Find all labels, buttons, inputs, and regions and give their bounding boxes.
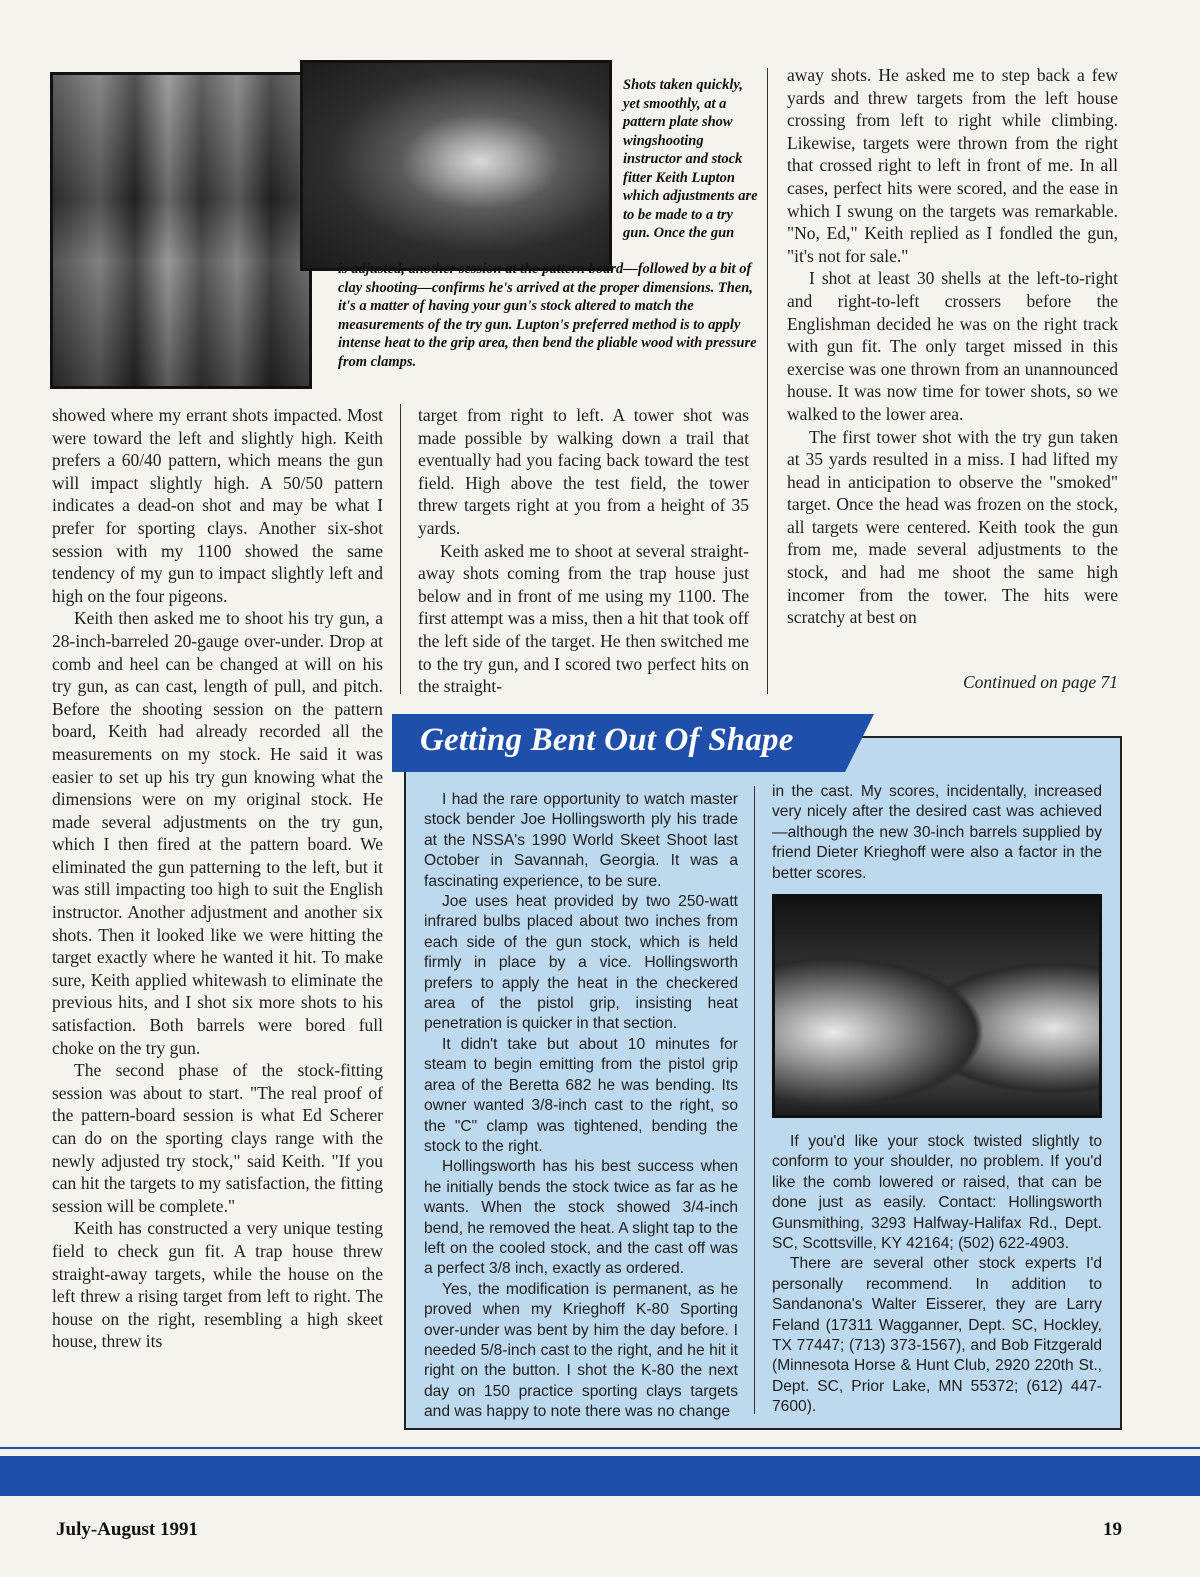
continued-line: Continued on page 71 [962, 672, 1118, 692]
sidebar-paragraph: Yes, the modification is permanent, as he proved when my Krieghoff K-80 Sporting over-under was bent by him the day before. I needed 5/8-inch cast to the right, and he hit it right on the button. I shot the K-80 the next day on 150 practice sporting clays targets and was happy to note there was no change [424, 1280, 738, 1421]
paragraph: The first tower shot with the try gun taken at 35 yards resulted in a miss. I had lifted my head in anticipation to observe the "smoked" target. Once the head was frozen on the stock, all targets were centered. Keith took the gun from me, made several adjustments to the stock, and had me shoot the same high incomer from the tower. The hits were scratchy at best on [787, 426, 1118, 628]
paragraph: showed where my errant shots impacted. Most were toward the left and slightly high. Keith prefers a 60/40 pattern, which means the gun will impact slightly high. A 50/50 pattern indicates a dead-on shot and may be what I prefer for sporting clays. Another six-shot session with my 1100 showed the same tendency of my gun to impact slightly left and high on the four pigeons. [52, 405, 383, 606]
sidebar-title: Getting Bent Out Of Shape [420, 722, 794, 758]
try-gun-photo [50, 72, 312, 389]
sidebar-paragraph: Joe uses heat provided by two 250-watt infrared bulbs placed about two inches from each side of the gun stock, which is held firmly in place by a vice. Hollingsworth prefers to apply the heat in the checkered area of the pistol grip, insisting heat penetration is quicker in that section. [424, 893, 738, 1033]
sidebar-column-2-top [772, 782, 1102, 884]
sidebar-column-divider [754, 786, 755, 1414]
paragraph: Keith asked me to shoot at several straight-away shots coming from the trap house just below and in front of me using my 1100. The first attempt was a miss, then a hit that took off the left side of the target. He then switched me to the try gun, and I scored two perfect hits on the straight- [418, 540, 749, 697]
column-divider [400, 404, 401, 694]
sidebar-column-1 [424, 790, 738, 1423]
article-column-1 [52, 404, 383, 1353]
paragraph: Keith has constructed a very unique testing field to check gun fit. A trap house threw straight-away targets, while the house on the left threw a rising target from left to right. The house on the right, resembling a high skeet house, threw its [52, 1218, 383, 1352]
column-divider [767, 68, 768, 694]
sidebar-paragraph: It didn't take but about 10 minutes for steam to begin emitting from the pistol grip area of the Beretta 682 he was bending. Its owner wanted 3/8-inch cast to the right, so the "C" clamp was tightened, bending the stock to the right. [424, 1035, 738, 1155]
sidebar-paragraph: There are several other stock experts I'd personally recommend. In addition to Sandanona's Walter Eisserer, they are Larry Feland (17311 Wagganner, Dept. SC, Hockley, TX 77447; (713) 373-1567), and Bob Fitzgerald (Minnesota Horse & Hunt Club, 2920 220th St., Dept. SC, Prior Lake, MN 55372; (612) 447-7600). [772, 1255, 1102, 1416]
paragraph: target from right to left. A tower shot was made possible by walking down a trail that eventually had you facing back toward the test field. High above the test field, the tower threw targets right at you from a height of 35 yards. [418, 405, 749, 538]
sidebar-paragraph: If you'd like your stock twisted slightly to conform to your shoulder, no problem. If you'd like the comb lowered or raised, that can be done just as easily. Contact: Hollingsworth Gunsmithing, 3293 Halfway-Halifax Rd., Dept. SC, Scottsville, KY 42164; (502) 622-4903. [772, 1133, 1102, 1253]
photo-caption-bottom: is adjusted, another session at the pattern board—followed by a bit of clay shooting—confirms he's arrived at the proper dimensions. Then, it's a matter of having your gun's stock altered to match the measurements of the try gun. Lupton's preferred method is to apply intense heat to the grip area, then bend the pliable wood with pressure from clamps. [338, 261, 757, 370]
sidebar-column-2-bottom [772, 1132, 1102, 1418]
sidebar-paragraph: in the cast. My scores, incidentally, increased very nicely after the desired cast was achieved—although the new 30-inch barrels supplied by friend Dieter Krieghoff were also a factor in the better scores. [772, 783, 1102, 882]
paragraph: away shots. He asked me to step back a few yards and threw targets from the left house crossing from left to right while climbing. Likewise, targets were thrown from the right that crossed right to left in front of me. In all cases, perfect hits were scored, and the ease in which I swung on the targets was remarkable. "No, Ed," Keith replied as I fondled the gun, "it's not for sale." [787, 65, 1118, 266]
page-number: 19 [1103, 1519, 1122, 1540]
footer-band [0, 1456, 1200, 1496]
stock-clamp-photo [300, 60, 612, 271]
heat-lamps-photo [772, 894, 1102, 1118]
photo-caption-top: Shots taken quickly, yet smoothly, at a pattern plate show wingshooting instructor and stock fitter Keith Lupton which adjustments are to be made to a try gun. Once the gun [623, 77, 758, 241]
article-column-2 [418, 404, 749, 698]
paragraph: I shot at least 30 shells at the left-to-right and right-to-left crossers before the Englishman decided he was on the right track with gun fit. The only target missed in this exercise was one thrown from an unannounced house. It was now time for tower shots, so we walked to the lower area. [787, 268, 1118, 424]
issue-date: July-August 1991 [56, 1519, 198, 1540]
paragraph: Keith then asked me to shoot his try gun, a 28-inch-barreled 20-gauge over-under. Drop at comb and heel can be changed at will on his try gun, as can cast, length of pull, and pitch. Before the shooting session on the pattern board, Keith had already recorded all the measurements on my stock. He said it was easier to set up his try gun knowing what the dimensions were on my original stock. He made several adjustments on the try gun, which I then fired at the pattern board. We eliminated the gun patterning to the left, but it was still impacting too high to suit the English instructor. Another adjustment and another six shots. Then it looked like we were hitting the target exactly where he wanted it hit. To make sure, Keith applied whitewash to eliminate the previous hits, and I shot six more shots to his satisfaction. Both barrels were bored full choke on the try gun. [52, 608, 383, 1058]
article-column-3 [787, 64, 1118, 629]
sidebar-paragraph: I had the rare opportunity to watch master stock bender Joe Hollingsworth ply his trade at the NSSA's 1990 World Skeet Shoot last October in Savannah, Georgia. It was a fascinating experience, to be sure. [424, 791, 738, 890]
paragraph: The second phase of the stock-fitting session was about to start. "The real proof of the pattern-board session is what Ed Scherer can do on the sporting clays range with the newly adjusted try stock," said Keith. "If you can hit the targets to my satisfaction, the fitting session will be complete." [52, 1060, 383, 1216]
sidebar-paragraph: Hollingsworth has his best success when he initially bends the stock twice as far as he wants. When the stock showed 3/4-inch bend, he removed the heat. A slight tap to the left on the cooled stock, and the cast off was a perfect 3/8 inch, exactly as ordered. [424, 1158, 738, 1278]
footer-rule [0, 1447, 1200, 1449]
